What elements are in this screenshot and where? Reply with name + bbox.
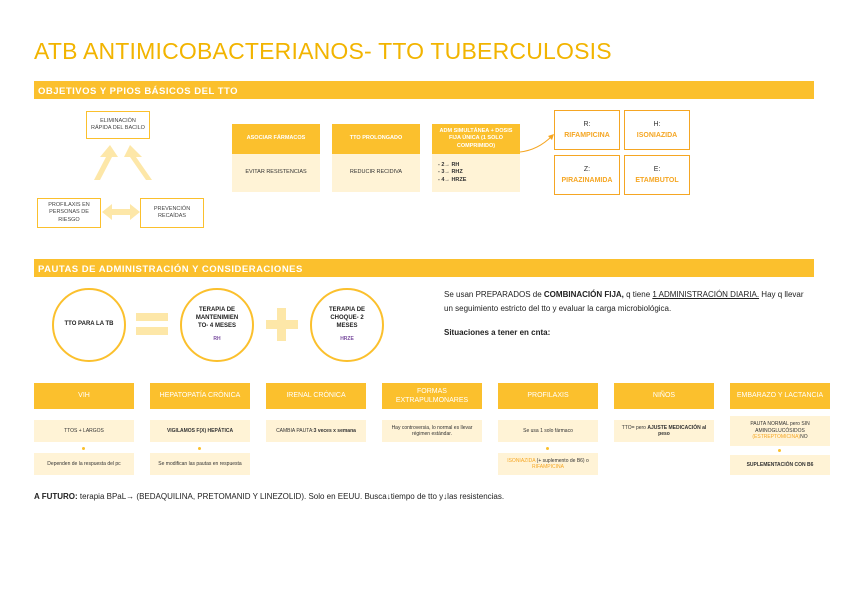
combo-line-3: - 4→ HRZE [438,176,467,183]
card-dot [198,447,201,450]
situations-label: Situaciones a tener en cnta: [444,328,551,337]
cycle-box-prevention: PREVENCIÓN RECAÍDAS [140,198,204,228]
page-title: ATB ANTIMICOBACTERIANOS- TTO TUBERCULOSIS [34,38,612,64]
principle-body-1: EVITAR RESISTENCIAS [232,154,320,192]
card-dot [778,449,781,452]
card-text: TTO= pero [621,424,648,431]
drug-name: ISONIAZIDA [636,132,678,139]
card-body2-embarazo: SUPLEMENTACIÓN CON B6 [730,455,830,475]
future-label: A FUTURO: [34,492,78,501]
circle-label: TTO PARA LA TB [64,321,114,328]
card-head-profilaxis: PROFILAXIS [498,383,598,409]
drug-letter: H: [653,121,661,128]
future-note [34,492,504,501]
circle-tag: RH [213,336,221,343]
circle-tto-tb [52,288,126,362]
drug-box-pirazinamida [554,155,620,195]
card-text: CAMBIA PAUTA: [276,427,314,434]
card-head-embarazo: EMBARAZO Y LACTANCIA [730,383,830,409]
card-body2-profilaxis [498,453,598,475]
card-text: NO [800,434,808,441]
card-text-orange: (ESTREPTOMICINA) [752,434,801,441]
plus-vertical [277,308,286,341]
card-dot [82,447,85,450]
card-head-ninos: NIÑOS [614,383,714,409]
drug-box-etambutol [624,155,690,195]
card-head-irenal: IRENAL CRÓNICA [266,383,366,409]
para-text: Se usan PREPARADOS de [444,290,544,299]
card-head-extrapulmonares: FORMAS EXTRAPULMONARES [382,383,482,409]
card-body1-profilaxis: Se usa 1 solo fármaco [498,420,598,442]
drug-box-isoniazida [624,110,690,150]
para-text: Hay q llevar un seguimiento estricto del tto y evaluar la carga microbiológica. [444,290,804,314]
drug-letter: E: [653,166,661,173]
circle-label: TERAPIA DE MANTENIMIEN TO- 4 MESES [195,307,239,329]
circle-shock [310,288,384,362]
combo-line-2: - 3→ RHZ [438,169,463,176]
card-body1-extrapulmonares: Hay controversia, lo normal es llevar régimen estándar. [382,420,482,442]
drug-name: RIFAMPICINA [564,132,610,139]
principle-body-2: REDUCIR RECIDIVA [332,154,420,192]
equals-bar-top [136,313,168,321]
card-text: (+ suplemento de B6) o [535,457,589,464]
card-body2-vih: Dependen de la respuesta del pc [34,453,134,475]
card-text-bold: AJUSTE MEDICACIÓN al peso [647,424,707,437]
preparations-paragraph [444,288,814,317]
card-text-orange: RIFAMPICINA [532,464,564,470]
cycle-box-elimination: ELIMINACIÓN RÁPIDA DEL BACILO [86,111,150,139]
section-header-pautas: PAUTAS DE ADMINISTRACIÓN Y CONSIDERACIONES [34,259,814,277]
cycle-box-prophylaxis: PROFILAXIS EN PERSONAS DE RIESGO [37,198,101,228]
drug-box-rifampicina [554,110,620,150]
arrow-up-left [94,145,118,180]
arrow-down-right [124,145,152,180]
arrow-to-drugs [518,130,558,156]
card-dot [546,447,549,450]
circle-label: TERAPIA DE CHOQUE- 2 MESES [328,307,366,329]
card-body2-hepatopatia: Se modifican las pautas en respuesta [150,453,250,475]
drug-letter: Z: [583,166,591,173]
card-text-bold: 3 veces x semana [313,427,356,434]
section-header-objectives: OBJETIVOS Y PPIOS BÁSICOS DEL TTO [34,81,814,99]
card-body1-ninos [614,420,714,442]
principle-head-1: ASOCIAR FÁRMACOS [232,124,320,154]
arrow-horizontal [102,204,140,220]
para-text: q tiene [623,290,653,299]
card-head-hepatopatia: HEPATOPATÍA CRÓNICA [150,383,250,409]
principle-body-3 [432,154,520,192]
card-text-orange: ISONIAZIDA [507,457,536,464]
card-text: PAUTA NORMAL pero SIN AMINOGLUCÓSIDOS [750,421,810,434]
principle-head-2: TTO PROLONGADO [332,124,420,154]
drug-name: ETAMBUTOL [635,177,679,184]
drug-name: PIRAZINAMIDA [561,177,613,184]
circle-maintenance [180,288,254,362]
cycle-arrows [80,140,170,230]
card-body1-hepatopatia: VIGILAMOS F(X) HEPÁTICA [150,420,250,442]
para-bold: COMBINACIÓN FIJA, [543,290,624,299]
combo-line-1: - 2→ RH [438,162,460,169]
para-underline: 1 ADMINISTRACIÓN DIARIA. [652,290,760,299]
card-head-vih: VIH [34,383,134,409]
card-body1-embarazo [730,416,830,446]
circle-tag: HRZE [340,336,354,343]
equals-bar-bottom [136,327,168,335]
future-text: terapia BPaL→ (BEDAQUILINA, PRETOMANID Y LINEZOLID). Solo en EEUU. Busca↓tiempo de tto y↓las resistencias. [77,492,505,501]
drug-letter: R: [583,121,591,128]
card-body1-vih: TTOS + LARGOS [34,420,134,442]
principle-head-3: ADM SIMULTÁNEA + DOSIS FIJA ÚNICA (1 SOLO COMPRIMIDO) [432,124,520,154]
card-body1-irenal [266,420,366,442]
